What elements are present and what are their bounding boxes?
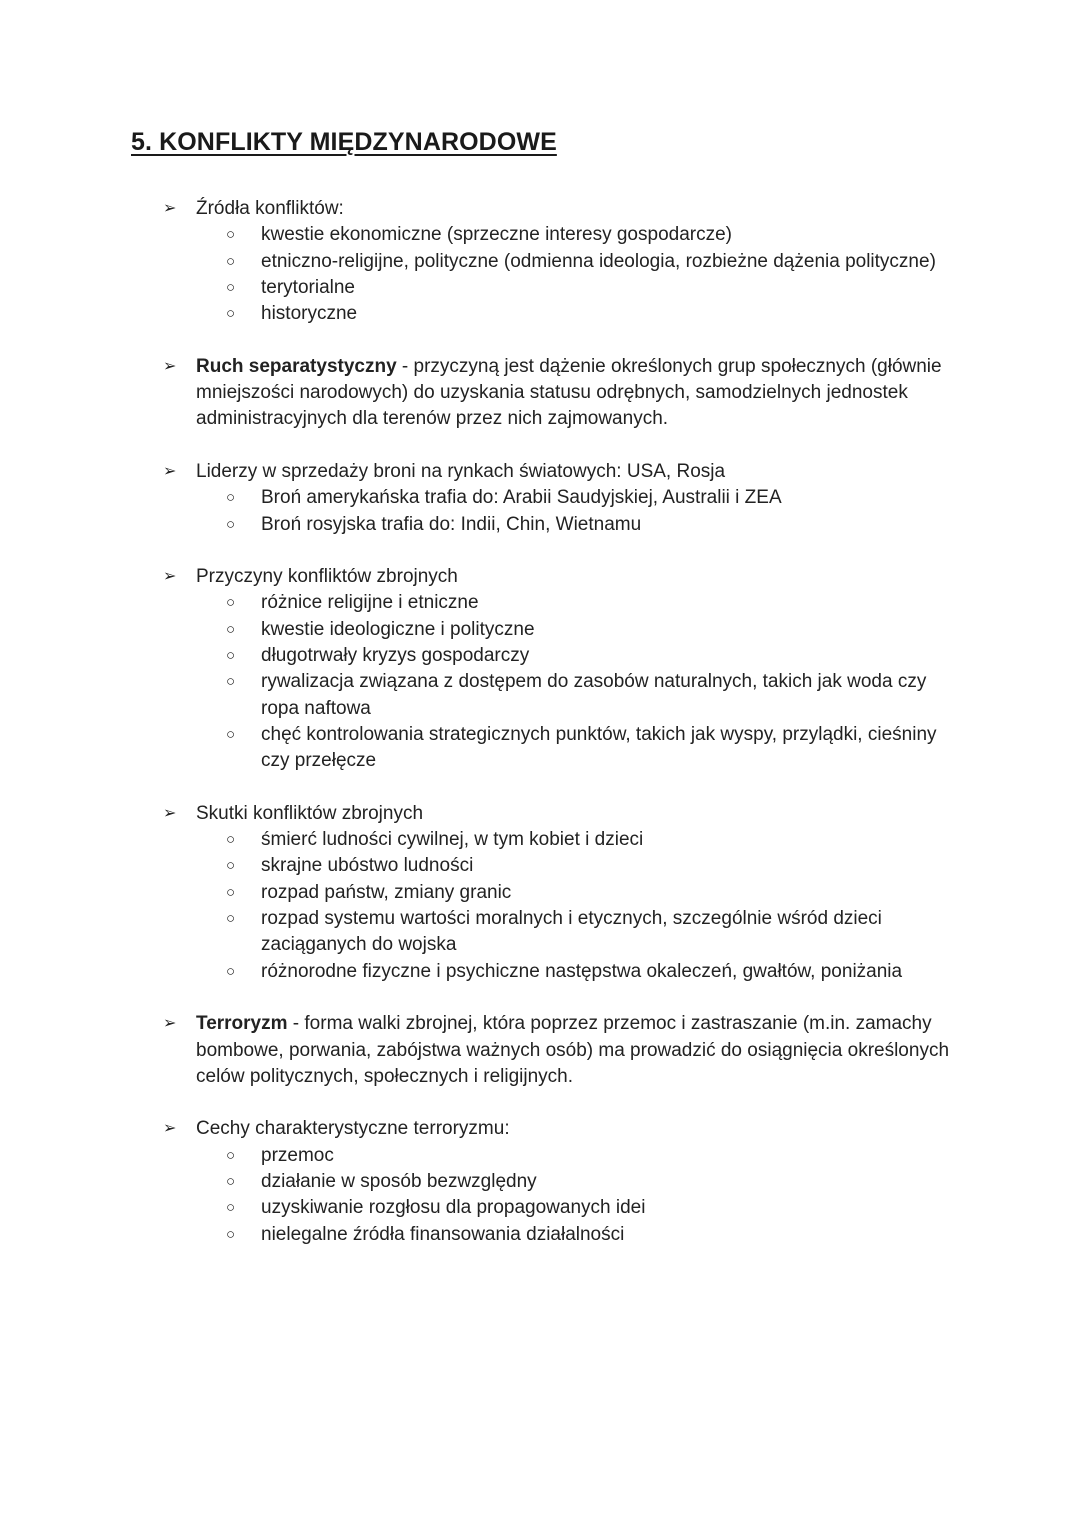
section-cechy-terroryzmu [163, 1116, 953, 1247]
section-text [196, 459, 953, 485]
list-item: ○ skrajne ubóstwo ludności [163, 853, 953, 879]
list-item: ○ historyczne [163, 301, 953, 327]
circle-bullet-icon: ○ [226, 1172, 236, 1190]
section-heading: Źródła konfliktów: [196, 198, 344, 219]
list-item: ○ kwestie ekonomiczne (sprzeczne interesy gospodarcze) [163, 222, 953, 248]
section-heading: Liderzy w sprzedaży broni na rynkach światowych: USA, Rosja [196, 460, 726, 482]
arrow-bullet-icon: ➢ [163, 357, 177, 375]
sub-list [196, 1143, 953, 1248]
circle-bullet-icon: ○ [226, 962, 236, 980]
circle-bullet-icon: ○ [226, 883, 236, 901]
circle-bullet-icon: ○ [226, 857, 236, 875]
definition-text: - forma walki zbrojnej, która poprzez przemoc i zastraszanie (m.in. zamachy bombowe, porwania, zabójstwa ważnych osób) ma prowadzić do osiągnięcia określonych celów politycznych, społecznych i religijnych. [196, 1013, 950, 1087]
list-item: ○ śmierć ludności cywilnej, w tym kobiet i dzieci [163, 827, 953, 853]
list-item: ○ rozpad systemu wartości moralnych i etycznych, szczególnie wśród dzieci zaciąganych do wojska [226, 908, 882, 956]
section-text [196, 801, 953, 827]
arrow-bullet-icon: ➢ [163, 568, 177, 586]
list-item: ○ rozpad państw, zmiany granic [163, 880, 953, 906]
circle-bullet-icon: ○ [226, 620, 236, 638]
section-text [196, 1116, 953, 1142]
section-ruch-separatystyczny [163, 354, 953, 433]
section-heading: Przyczyny konfliktów zbrojnych [196, 566, 458, 588]
section-text [196, 196, 953, 222]
list-item: ○ kwestie ideologiczne i polityczne [163, 617, 953, 643]
section-liderzy-broni [163, 459, 953, 538]
sub-list [196, 590, 953, 774]
circle-bullet-icon: ○ [226, 831, 236, 849]
arrow-bullet-icon: ➢ [163, 462, 177, 480]
circle-bullet-icon: ○ [226, 673, 236, 691]
list-item: ○ długotrwały kryzys gospodarczy [163, 643, 953, 669]
circle-bullet-icon: ○ [226, 305, 236, 323]
circle-bullet-icon: ○ [226, 252, 236, 270]
list-item: ○ rywalizacja związana z dostępem do zasobów naturalnych, takich jak woda czy ropa naftowa [226, 671, 927, 719]
section-przyczyny-konfliktow [163, 564, 953, 774]
circle-bullet-icon: ○ [226, 1199, 236, 1217]
section-text [196, 354, 953, 433]
arrow-bullet-icon: ➢ [163, 804, 177, 822]
circle-bullet-icon: ○ [226, 1146, 236, 1164]
section-text [196, 1011, 953, 1090]
list-item: ○ różnice religijne i etniczne [163, 590, 953, 616]
document-content [163, 196, 953, 1274]
arrow-bullet-icon: ➢ [163, 200, 177, 217]
section-text [196, 564, 953, 590]
list-item: ○ nielegalne źródła finansowania działalności [163, 1222, 953, 1248]
arrow-bullet-icon: ➢ [163, 1120, 177, 1138]
circle-bullet-icon: ○ [226, 489, 236, 507]
list-item: ○ działanie w sposób bezwzględny [163, 1169, 953, 1195]
section-terroryzm [163, 1011, 953, 1090]
term-bold: Ruch separatystyczny [196, 355, 397, 377]
definition-text: - przyczyną jest dążenie określonych grup społecznych (głównie mniejszości narodowych) do uzyskania statusu odrębnych, samodzielnych jednostek administracyjnych dla terenów przez nich zajmowanych. [196, 355, 942, 430]
sub-list [196, 485, 953, 538]
list-item: ○ etniczno-religijne, polityczne (odmienna ideologia, rozbieżne dążenia polityczne) [163, 249, 953, 275]
section-heading: Skutki konfliktów zbrojnych [196, 802, 424, 824]
circle-bullet-icon: ○ [226, 725, 236, 743]
list-item: ○ Broń rosyjska trafia do: Indii, Chin, Wietnamu [163, 512, 953, 538]
list-item: ○ przemoc [163, 1143, 953, 1169]
arrow-bullet-icon: ➢ [163, 1015, 177, 1033]
sub-list [196, 222, 953, 327]
list-item: ○ uzyskiwanie rozgłosu dla propagowanych idei [163, 1195, 953, 1221]
circle-bullet-icon: ○ [226, 647, 236, 665]
circle-bullet-icon: ○ [226, 515, 236, 533]
section-skutki-konfliktow [163, 801, 953, 985]
circle-bullet-icon: ○ [226, 278, 236, 296]
section-zrodla-konfliktow [163, 196, 953, 327]
list-item: ○ Broń amerykańska trafia do: Arabii Saudyjskiej, Australii i ZEA [163, 485, 953, 511]
section-heading: Cechy charakterystyczne terroryzmu: [196, 1118, 510, 1140]
circle-bullet-icon: ○ [226, 910, 236, 928]
list-item: ○ różnorodne fizyczne i psychiczne następstwa okaleczeń, gwałtów, poniżania [163, 959, 953, 985]
term-bold: Terroryzm [196, 1013, 288, 1035]
list-item: ○ chęć kontrolowania strategicznych punktów, takich jak wyspy, przylądki, cieśniny czy przełęcze [226, 723, 937, 772]
circle-bullet-icon: ○ [226, 226, 236, 244]
list-item: ○ terytorialne [163, 275, 953, 301]
page-title: 5. KONFLIKTY MIĘDZYNARODOWE [131, 128, 557, 156]
sub-list [196, 827, 953, 985]
circle-bullet-icon: ○ [226, 1225, 236, 1243]
circle-bullet-icon: ○ [226, 594, 236, 612]
